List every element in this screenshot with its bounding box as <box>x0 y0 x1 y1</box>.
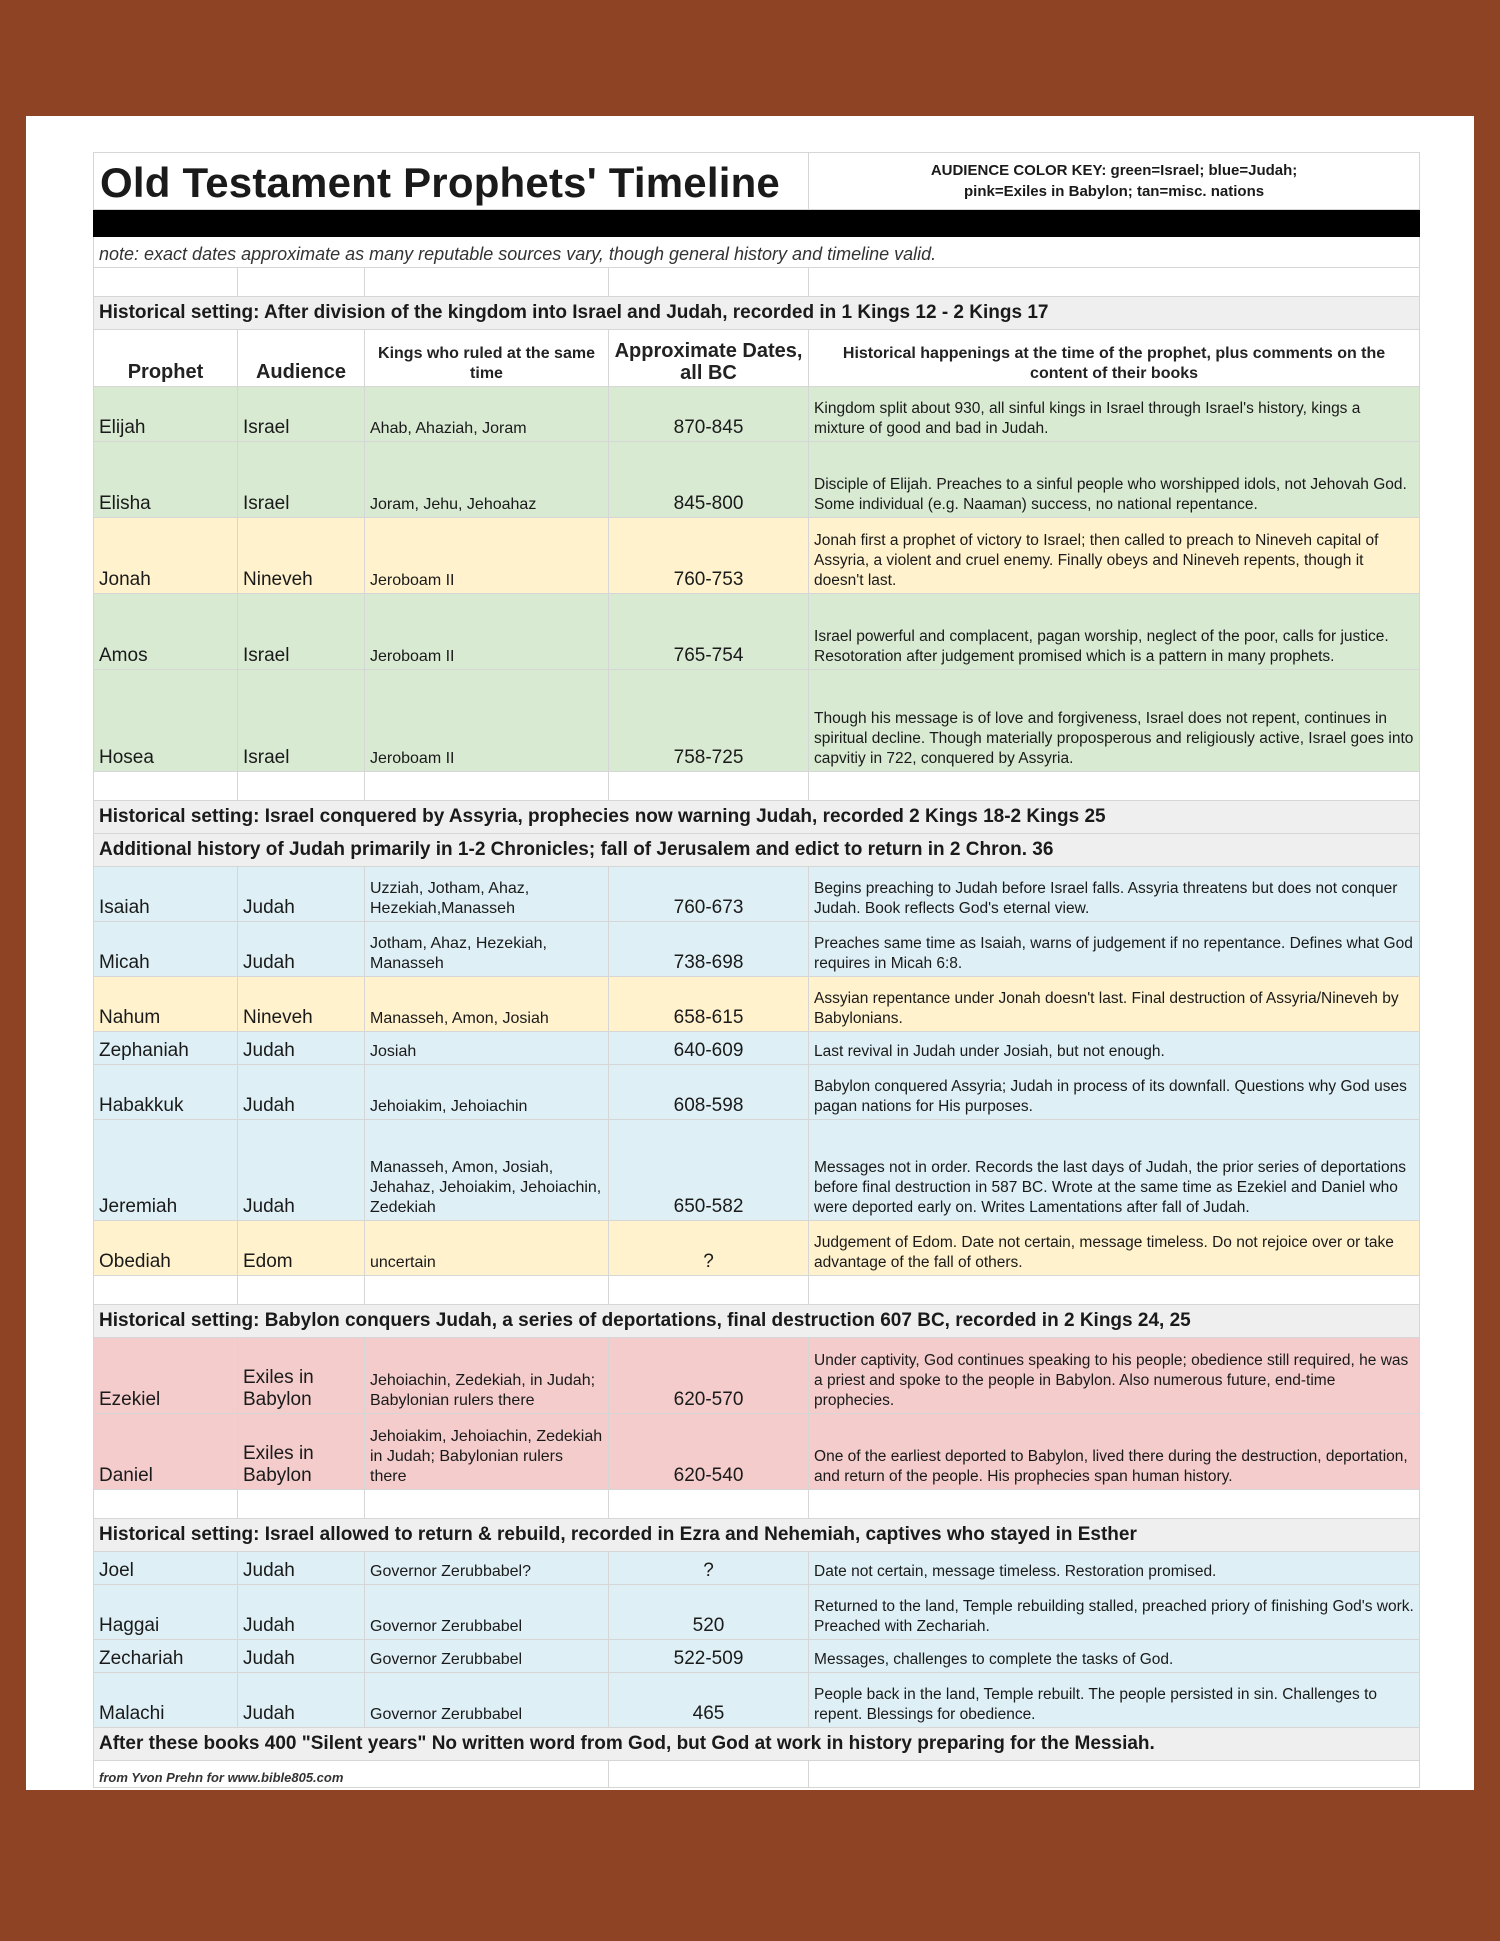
spacer-row <box>94 772 1420 801</box>
prophet-name: Joel <box>94 1552 238 1585</box>
prophet-name: Elijah <box>94 387 238 442</box>
document-sheet <box>26 116 1474 1790</box>
audience: Israel <box>238 442 365 518</box>
kings: Jehoiachin, Zedekiah, in Judah; Babylonian rulers there <box>365 1338 609 1414</box>
audience: Israel <box>238 594 365 670</box>
audience: Israel <box>238 387 365 442</box>
audience-color-key <box>809 153 1420 210</box>
kings: Governor Zerubbabel <box>365 1673 609 1728</box>
dates: 520 <box>609 1585 809 1640</box>
historical-setting-3: Historical setting: Babylon conquers Judah, a series of deportations, final destruction 607 BC, recorded in 2 Kings 24, 25 <box>94 1305 1420 1338</box>
header-prophet: Prophet <box>94 330 238 387</box>
prophet-name: Amos <box>94 594 238 670</box>
happenings: Israel powerful and complacent, pagan worship, neglect of the poor, calls for justice. Resotoration after judgement promised which is a pattern in many prophets. <box>809 594 1420 670</box>
author-credit: from Yvon Prehn for www.bible805.com <box>94 1761 609 1788</box>
prophet-name: Jonah <box>94 518 238 594</box>
dates: 608-598 <box>609 1065 809 1120</box>
table-row <box>94 1414 1420 1490</box>
kings: Jehoiakim, Jehoiachin <box>365 1065 609 1120</box>
happenings: Messages not in order. Records the last days of Judah, the prior series of deportations before final destruction in 587 BC. Wrote at the same time as Ezekiel and Daniel who were deported early on. Writes Lamentations after fall of Judah. <box>809 1120 1420 1221</box>
kings: Manasseh, Amon, Josiah <box>365 977 609 1032</box>
dates: 620-540 <box>609 1414 809 1490</box>
silent-years-note: After these books 400 "Silent years" No written word from God, but God at work in history preparing for the Messiah. <box>94 1728 1420 1761</box>
historical-setting-row <box>94 297 1420 330</box>
prophet-name: Daniel <box>94 1414 238 1490</box>
dates: ? <box>609 1552 809 1585</box>
audience: Exiles in Babylon <box>238 1338 365 1414</box>
credit-row <box>94 1761 1420 1788</box>
dates: 620-570 <box>609 1338 809 1414</box>
historical-setting-row <box>94 1519 1420 1552</box>
happenings: Kingdom split about 930, all sinful kings in Israel through Israel's history, kings a mixture of good and bad in Judah. <box>809 387 1420 442</box>
table-row <box>94 1338 1420 1414</box>
happenings: Last revival in Judah under Josiah, but not enough. <box>809 1032 1420 1065</box>
kings: Jotham, Ahaz, Hezekiah, Manasseh <box>365 922 609 977</box>
happenings: Disciple of Elijah. Preaches to a sinful people who worshipped idols, not Jehovah God. Some individual (e.g. Naaman) success, no national repentance. <box>809 442 1420 518</box>
table-row <box>94 1640 1420 1673</box>
historical-setting-row <box>94 1305 1420 1338</box>
kings: Governor Zerubbabel <box>365 1640 609 1673</box>
audience: Judah <box>238 1065 365 1120</box>
happenings: Babylon conquered Assyria; Judah in process of its downfall. Questions why God uses pagan nations for His purposes. <box>809 1065 1420 1120</box>
color-key-line-1: AUDIENCE COLOR KEY: green=Israel; blue=Judah; <box>930 162 1298 179</box>
page-title: Old Testament Prophets' Timeline <box>94 153 809 210</box>
kings: Uzziah, Jotham, Ahaz, Hezekiah,Manasseh <box>365 867 609 922</box>
kings: Governor Zerubbabel <box>365 1585 609 1640</box>
note-row <box>94 237 1420 268</box>
prophet-name: Ezekiel <box>94 1338 238 1414</box>
kings: Governor Zerubbabel? <box>365 1552 609 1585</box>
dates: 760-673 <box>609 867 809 922</box>
prophet-name: Jeremiah <box>94 1120 238 1221</box>
happenings: Preaches same time as Isaiah, warns of judgement if no repentance. Defines what God requires in Micah 6:8. <box>809 922 1420 977</box>
happenings: Under captivity, God continues speaking to his people; obedience still required, he was a priest and spoke to the people in Babylon. Also numerous future, end-time prophecies. <box>809 1338 1420 1414</box>
table-row <box>94 867 1420 922</box>
kings: uncertain <box>365 1221 609 1276</box>
audience: Judah <box>238 1032 365 1065</box>
table-row <box>94 387 1420 442</box>
historical-setting-2: Historical setting: Israel conquered by Assyria, prophecies now warning Judah, recorded 2 Kings 18-2 Kings 25 <box>94 801 1420 834</box>
audience: Edom <box>238 1221 365 1276</box>
prophet-name: Zephaniah <box>94 1032 238 1065</box>
audience: Nineveh <box>238 518 365 594</box>
prophet-name: Nahum <box>94 977 238 1032</box>
happenings: Though his message is of love and forgiveness, Israel does not repent, continues in spiritual decline. Though materially proposperous and religiously active, Israel goes into capvitiy in 722, conquered by Assyria. <box>809 670 1420 772</box>
kings: Joram, Jehu, Jehoahaz <box>365 442 609 518</box>
spacer-row <box>94 1276 1420 1305</box>
happenings: Begins preaching to Judah before Israel falls. Assyria threatens but does not conquer Judah. Book reflects God's eternal view. <box>809 867 1420 922</box>
header-audience: Audience <box>238 330 365 387</box>
black-divider <box>94 210 1420 237</box>
table-row <box>94 977 1420 1032</box>
header-kings: Kings who ruled at the same time <box>365 330 609 387</box>
historical-setting-2b: Additional history of Judah primarily in 1-2 Chronicles; fall of Jerusalem and edict to return in 2 Chron. 36 <box>94 834 1420 867</box>
dates: 650-582 <box>609 1120 809 1221</box>
table-row <box>94 1065 1420 1120</box>
table-row <box>94 518 1420 594</box>
prophet-name: Zechariah <box>94 1640 238 1673</box>
table-row <box>94 1032 1420 1065</box>
prophets-timeline-table <box>93 152 1420 1788</box>
audience: Judah <box>238 922 365 977</box>
spacer-row <box>94 268 1420 297</box>
table-row <box>94 1221 1420 1276</box>
happenings: People back in the land, Temple rebuilt. The people persisted in sin. Challenges to repent. Blessings for obedience. <box>809 1673 1420 1728</box>
dates: 758-725 <box>609 670 809 772</box>
kings: Jehoiakim, Jehoiachin, Zedekiah in Judah; Babylonian rulers there <box>365 1414 609 1490</box>
dates: 760-753 <box>609 518 809 594</box>
kings: Josiah <box>365 1032 609 1065</box>
happenings: Messages, challenges to complete the tasks of God. <box>809 1640 1420 1673</box>
title-row <box>94 153 1420 210</box>
dates: ? <box>609 1221 809 1276</box>
audience: Israel <box>238 670 365 772</box>
happenings: Assyian repentance under Jonah doesn't last. Final destruction of Assyria/Nineveh by Babylonians. <box>809 977 1420 1032</box>
table-row <box>94 594 1420 670</box>
header-dates: Approximate Dates, all BC <box>609 330 809 387</box>
prophet-name: Elisha <box>94 442 238 518</box>
spacer-row <box>94 1490 1420 1519</box>
prophet-name: Malachi <box>94 1673 238 1728</box>
column-header-row <box>94 330 1420 387</box>
happenings: Date not certain, message timeless. Restoration promised. <box>809 1552 1420 1585</box>
kings: Jeroboam II <box>365 670 609 772</box>
prophet-name: Habakkuk <box>94 1065 238 1120</box>
audience: Judah <box>238 1640 365 1673</box>
kings: Jeroboam II <box>365 518 609 594</box>
prophet-name: Obediah <box>94 1221 238 1276</box>
kings: Ahab, Ahaziah, Joram <box>365 387 609 442</box>
audience: Judah <box>238 1585 365 1640</box>
dates-note: note: exact dates approximate as many reputable sources vary, though general history and timeline valid. <box>94 237 1420 268</box>
color-key-line-2: pink=Exiles in Babylon; tan=misc. nations <box>964 183 1265 200</box>
dates: 465 <box>609 1673 809 1728</box>
silent-years-row <box>94 1728 1420 1761</box>
prophet-name: Micah <box>94 922 238 977</box>
dates: 522-509 <box>609 1640 809 1673</box>
happenings: Returned to the land, Temple rebuilding stalled, preached priory of finishing God's work. Preached with Zechariah. <box>809 1585 1420 1640</box>
happenings: One of the earliest deported to Babylon, lived there during the destruction, deportation, and return of the people. His prophecies span human history. <box>809 1414 1420 1490</box>
historical-setting-row <box>94 834 1420 867</box>
dates: 738-698 <box>609 922 809 977</box>
header-happenings: Historical happenings at the time of the prophet, plus comments on the content of their books <box>809 330 1420 387</box>
dates: 640-609 <box>609 1032 809 1065</box>
audience: Judah <box>238 1120 365 1221</box>
audience: Exiles in Babylon <box>238 1414 365 1490</box>
audience: Judah <box>238 867 365 922</box>
prophet-name: Haggai <box>94 1585 238 1640</box>
table-row <box>94 922 1420 977</box>
table-row <box>94 1120 1420 1221</box>
table-row <box>94 1673 1420 1728</box>
dates: 845-800 <box>609 442 809 518</box>
dates: 658-615 <box>609 977 809 1032</box>
historical-setting-4: Historical setting: Israel allowed to return & rebuild, recorded in Ezra and Nehemiah, captives who stayed in Esther <box>94 1519 1420 1552</box>
prophet-name: Hosea <box>94 670 238 772</box>
kings: Manasseh, Amon, Josiah, Jehahaz, Jehoiakim, Jehoiachin, Zedekiah <box>365 1120 609 1221</box>
audience: Nineveh <box>238 977 365 1032</box>
kings: Jeroboam II <box>365 594 609 670</box>
happenings: Jonah first a prophet of victory to Israel; then called to preach to Nineveh capital of Assyria, a violent and cruel enemy. Finally obeys and Nineveh repents, though it doesn't last. <box>809 518 1420 594</box>
dates: 765-754 <box>609 594 809 670</box>
audience: Judah <box>238 1673 365 1728</box>
audience: Judah <box>238 1552 365 1585</box>
table-row <box>94 1585 1420 1640</box>
dates: 870-845 <box>609 387 809 442</box>
prophet-name: Isaiah <box>94 867 238 922</box>
table-row <box>94 670 1420 772</box>
table-row <box>94 442 1420 518</box>
historical-setting-row <box>94 801 1420 834</box>
table-row <box>94 1552 1420 1585</box>
historical-setting-1: Historical setting: After division of the kingdom into Israel and Judah, recorded in 1 Kings 12 - 2 Kings 17 <box>94 297 1420 330</box>
happenings: Judgement of Edom. Date not certain, message timeless. Do not rejoice over or take advantage of the fall of others. <box>809 1221 1420 1276</box>
